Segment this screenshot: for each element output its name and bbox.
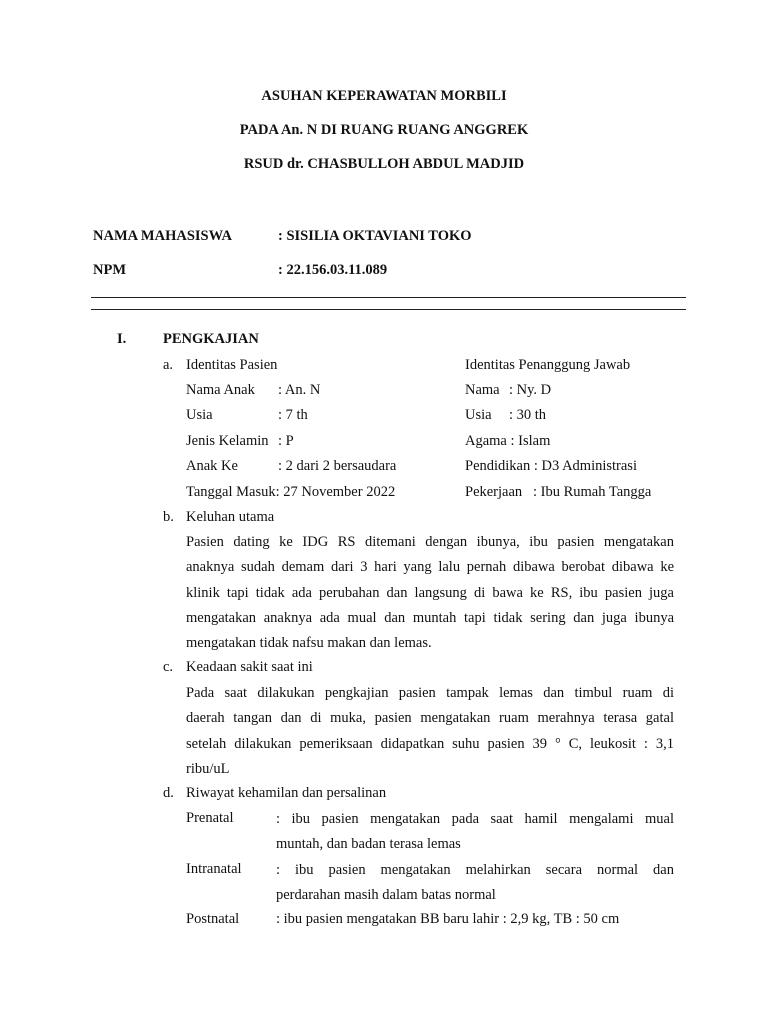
paragraph-line: Pada saat dilakukan pengkajian pasien tampak lemas dan timbul ruam di	[186, 685, 674, 701]
patient-identity-heading: Identitas Pasien	[186, 357, 278, 373]
patient-child-order-label: Anak Ke	[186, 458, 238, 474]
section-number: I.	[117, 331, 127, 347]
paragraph-line: mengatakan anaknya ada mual dan muntah tapi tidak sering dan juga ibunya	[186, 609, 674, 626]
prenatal-text	[276, 807, 674, 857]
prenatal-line-1: : ibu pasien mengatakan pada saat hamil mengalami mual	[276, 811, 674, 827]
paragraph-line: klinik tapi tidak ada perubahan dan langsung di bawa ke RS, ibu pasien juga	[186, 584, 674, 601]
postnatal-label: Postnatal	[186, 911, 240, 927]
item-c-marker: c.	[163, 659, 174, 675]
item-b-marker: b.	[163, 509, 174, 525]
paragraph-line: daerah tangan dan di muka, pasien mengatakan ruam merahnya terasa gatal	[186, 710, 674, 727]
title-line-2: PADA An. N DI RUANG RUANG ANGGREK	[239, 122, 529, 138]
title-line-3: RSUD dr. CHASBULLOH ABDUL MADJID	[243, 156, 525, 172]
npm-value: : 22.156.03.11.089	[278, 262, 388, 278]
title-line-1: ASUHAN KEPERAWATAN MORBILI	[261, 88, 507, 104]
patient-age-value: : 7 th	[278, 407, 308, 423]
guardian-religion: Agama : Islam	[465, 433, 551, 449]
paragraph-line: mengatakan tidak nafsu makan dan lemas.	[186, 635, 432, 652]
item-d-marker: d.	[163, 785, 174, 801]
intranatal-line-2: perdarahan masih dalam batas normal	[276, 887, 496, 903]
pregnancy-history-heading: Riwayat kehamilan dan persalinan	[186, 785, 387, 801]
npm-label: NPM	[93, 262, 127, 278]
patient-child-order-value: : 2 dari 2 bersaudara	[278, 458, 397, 474]
student-name-label: NAMA MAHASISWA	[93, 228, 232, 244]
student-name-value: : SISILIA OKTAVIANI TOKO	[278, 228, 472, 244]
patient-admission-date: Tanggal Masuk: 27 November 2022	[186, 484, 396, 500]
section-title: PENGKAJIAN	[163, 331, 259, 347]
chief-complaint-text	[186, 530, 674, 656]
paragraph-line: ribu/uL	[186, 760, 230, 777]
item-a-marker: a.	[163, 357, 174, 373]
guardian-age-value: : 30 th	[509, 407, 547, 423]
guardian-identity-heading: Identitas Penanggung Jawab	[465, 357, 631, 373]
prenatal-line-2: muntah, dan badan terasa lemas	[276, 836, 461, 852]
intranatal-label: Intranatal	[186, 861, 242, 877]
patient-name-label: Nama Anak	[186, 382, 255, 398]
postnatal-value: : ibu pasien mengatakan BB baru lahir : 2,9 kg, TB : 50 cm	[276, 911, 620, 927]
intranatal-line-1: : ibu pasien mengatakan melahirkan secara normal dan	[276, 862, 674, 878]
intranatal-text	[276, 858, 674, 908]
guardian-name-label: Nama	[465, 382, 500, 398]
guardian-education: Pendidikan : D3 Administrasi	[465, 458, 637, 474]
divider-top	[91, 297, 686, 298]
paragraph-line: Pasien dating ke IDG RS ditemani dengan ibunya, ibu pasien mengatakan	[186, 534, 674, 550]
current-condition-heading: Keadaan sakit saat ini	[186, 659, 313, 675]
guardian-age-label: Usia	[465, 407, 492, 423]
paragraph-line: anaknya sudah demam dari 3 hari yang lalu pernah dibawa berobat dibawa ke	[186, 559, 674, 576]
patient-age-label: Usia	[186, 407, 213, 423]
paragraph-line: setelah dilakukan pemeriksaan didapatkan suhu pasien 39 ° C, leukosit : 3,1	[186, 735, 674, 752]
patient-sex-value: : P	[278, 433, 294, 449]
chief-complaint-heading: Keluhan utama	[186, 509, 275, 525]
patient-sex-label: Jenis Kelamin	[186, 433, 269, 449]
guardian-name-value: : Ny. D	[509, 382, 552, 398]
patient-name-value: : An. N	[278, 382, 321, 398]
current-condition-text	[186, 681, 674, 782]
guardian-occupation-value: : Ibu Rumah Tangga	[533, 484, 652, 500]
divider-bottom	[91, 309, 686, 310]
prenatal-label: Prenatal	[186, 810, 234, 826]
guardian-occupation-label: Pekerjaan	[465, 484, 523, 500]
